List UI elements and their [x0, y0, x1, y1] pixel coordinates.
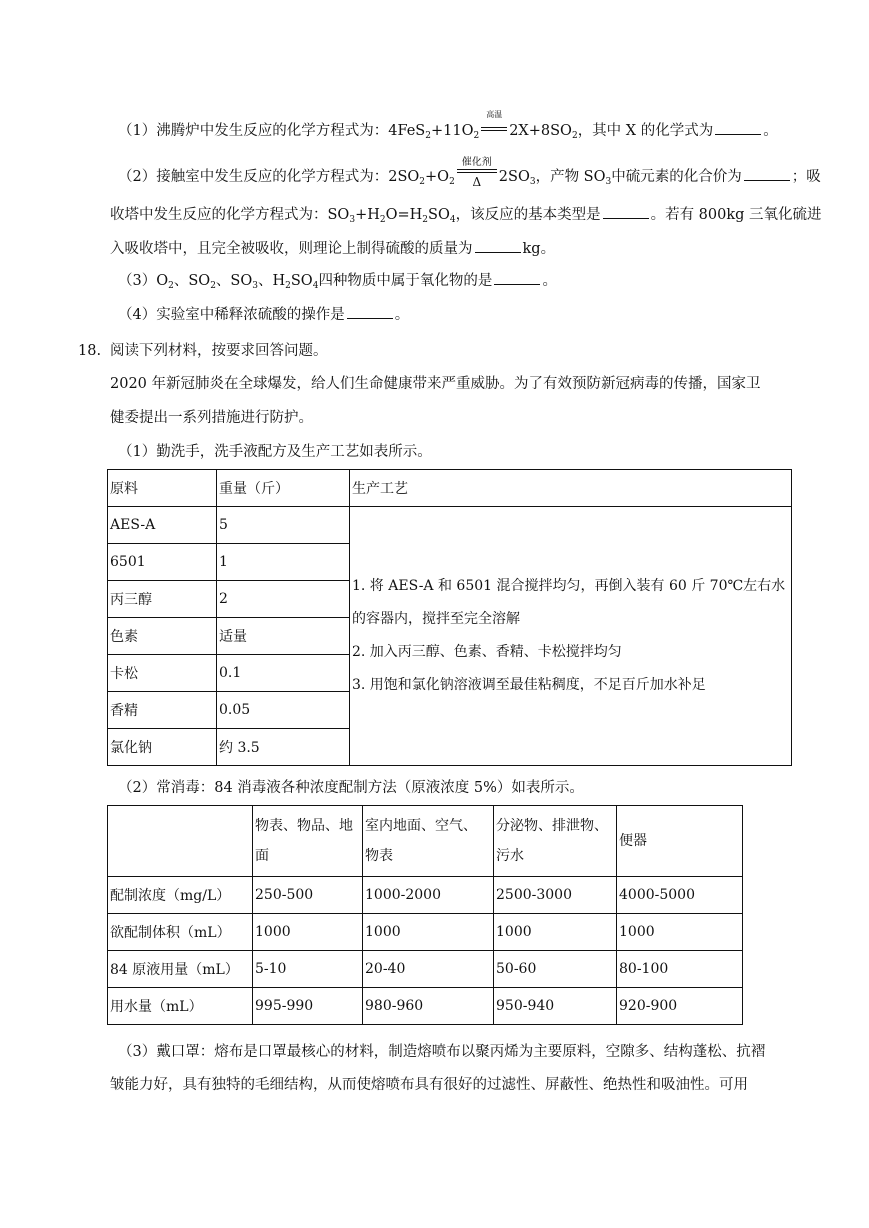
- q18-intro-line2: 健委提出一系列措施进行防护。: [110, 410, 313, 426]
- table-cell: 1000: [363, 914, 494, 951]
- answer-blank: [715, 122, 761, 135]
- table-header: [108, 806, 253, 877]
- table-cell: 卡松: [108, 655, 217, 692]
- q18-section1: （1）勤洗手，洗手液配方及生产工艺如表所示。: [118, 444, 432, 460]
- table-cell: 欲配制体积（mL）: [108, 914, 253, 951]
- answer-blank: [744, 168, 790, 181]
- table-cell: 用水量（mL）: [108, 988, 253, 1025]
- table-cell: 香精: [108, 692, 217, 729]
- process-step: 的容器内，搅拌至完全溶解: [352, 611, 520, 627]
- table-cell: 980-960: [363, 988, 494, 1025]
- table-cell: AES-A: [108, 507, 217, 544]
- q18-section2: （2）常消毒：84 消毒液各种浓度配制方法（原液浓度 5%）如表所示。: [118, 780, 584, 796]
- table-cell: 2: [217, 581, 350, 618]
- table-cell: 50-60: [494, 951, 617, 988]
- table-header: 室内地面、空气、 物表: [363, 806, 494, 877]
- table-cell: 1000: [253, 914, 363, 951]
- table-row: [108, 988, 743, 1025]
- table-cell: 2500-3000: [494, 877, 617, 914]
- table-cell: 配制浓度（mg/L）: [108, 877, 253, 914]
- table-cell: 1000: [617, 914, 743, 951]
- table-cell: 1: [217, 544, 350, 581]
- table-cell: 20-40: [363, 951, 494, 988]
- answer-blank: [494, 272, 540, 285]
- disinfectant-table: [107, 805, 743, 1025]
- table-row: [108, 914, 743, 951]
- high-temp-equals-sign: 高温: [479, 119, 509, 137]
- q18-number: 18.: [78, 343, 102, 359]
- answer-blank: [347, 306, 393, 319]
- table-cell: 色素: [108, 618, 217, 655]
- answer-blank: [603, 206, 649, 219]
- table-cell: 约 3.5: [217, 729, 350, 766]
- q18-section3-line2: 皱能力好，具有独特的毛细结构，从而使熔喷布具有很好的过滤性、屏蔽性、绝热性和吸油性。可用: [110, 1077, 748, 1093]
- q18-intro-line1: 2020 年新冠肺炎在全球爆发，给人们生命健康带来严重威胁。为了有效预防新冠病毒的传播，国家卫: [110, 376, 761, 392]
- table-cell: 6501: [108, 544, 217, 581]
- table-cell: 氯化钠: [108, 729, 217, 766]
- q17-part2-line2: 收塔中发生反应的化学方程式为：$SO_3+H_2O=H_2SO_4$，该反应的基本类型是 。若有 800kg 三氧化硫进: [110, 207, 822, 225]
- answer-blank: [475, 240, 521, 253]
- table-header: 原料: [108, 470, 217, 507]
- table-cell: 1000: [494, 914, 617, 951]
- q17-part2-line3: 入吸收塔中，且完全被吸收，则理论上制得硫酸的质量为 kg。: [110, 241, 556, 257]
- table-header: 便器: [617, 806, 743, 877]
- table-row: [108, 951, 743, 988]
- table-header: 生产工艺: [350, 470, 792, 507]
- table-header: 分泌物、排泄物、 污水: [494, 806, 617, 877]
- handwash-formula-table: [107, 469, 792, 766]
- table-cell: 适量: [217, 618, 350, 655]
- q17-part2-line1: （2）接触室中发生反应的化学方程式为：$2SO_2+O_2$ 催化剂 Δ $2SO_3$，产物 $SO_3$中硫元素的化合价为 ；吸: [118, 157, 821, 189]
- process-cell: [350, 507, 792, 766]
- table-row: [108, 877, 743, 914]
- process-step: 1. 将 AES-A 和 6501 混合搅拌均匀，再倒入装有 60 斤 70℃左右水: [352, 578, 786, 594]
- table-header: 物表、物品、地 面: [253, 806, 363, 877]
- table-cell: 0.1: [217, 655, 350, 692]
- table-cell: 丙三醇: [108, 581, 217, 618]
- table-cell: 4000-5000: [617, 877, 743, 914]
- table-cell: 0.05: [217, 692, 350, 729]
- table-cell: 250-500: [253, 877, 363, 914]
- q17-part4: （4）实验室中稀释浓硫酸的操作是 。: [118, 307, 410, 323]
- q17-part3: $(3)O_2$、$SO_2$、$SO_3$、$H_2SO_4$四种物质中属于氧化物的是 。: [118, 273, 557, 291]
- table-cell: 80-100: [617, 951, 743, 988]
- table-cell: 84 原液用量（mL）: [108, 951, 253, 988]
- process-step: 3. 用饱和氯化钠溶液调至最佳粘稠度，不足百斤加水补足: [352, 677, 706, 693]
- q18-title: 阅读下列材料，按要求回答问题。: [110, 343, 328, 359]
- reversible-arrow: 催化剂 Δ: [455, 163, 499, 183]
- table-cell: 5: [217, 507, 350, 544]
- table-header: 重量（斤）: [217, 470, 350, 507]
- q18-section3-line1: （3）戴口罩：熔布是口罩最核心的材料，制造熔喷布以聚丙烯为主要原料，空隙多、结构蓬松、抗褶: [118, 1044, 766, 1060]
- table-cell: 950-940: [494, 988, 617, 1025]
- table-cell: 995-990: [253, 988, 363, 1025]
- table-cell: 5-10: [253, 951, 363, 988]
- table-cell: 920-900: [617, 988, 743, 1025]
- process-step: 2. 加入丙三醇、色素、香精、卡松搅拌均匀: [352, 644, 622, 660]
- table-cell: 1000-2000: [363, 877, 494, 914]
- table-row: [108, 507, 792, 544]
- q17-part1: （1）沸腾炉中发生反应的化学方程式为：$4FeS_2+11O_2$ 高温 $2X+8SO_2$，其中 X 的化学式为 。: [118, 110, 778, 141]
